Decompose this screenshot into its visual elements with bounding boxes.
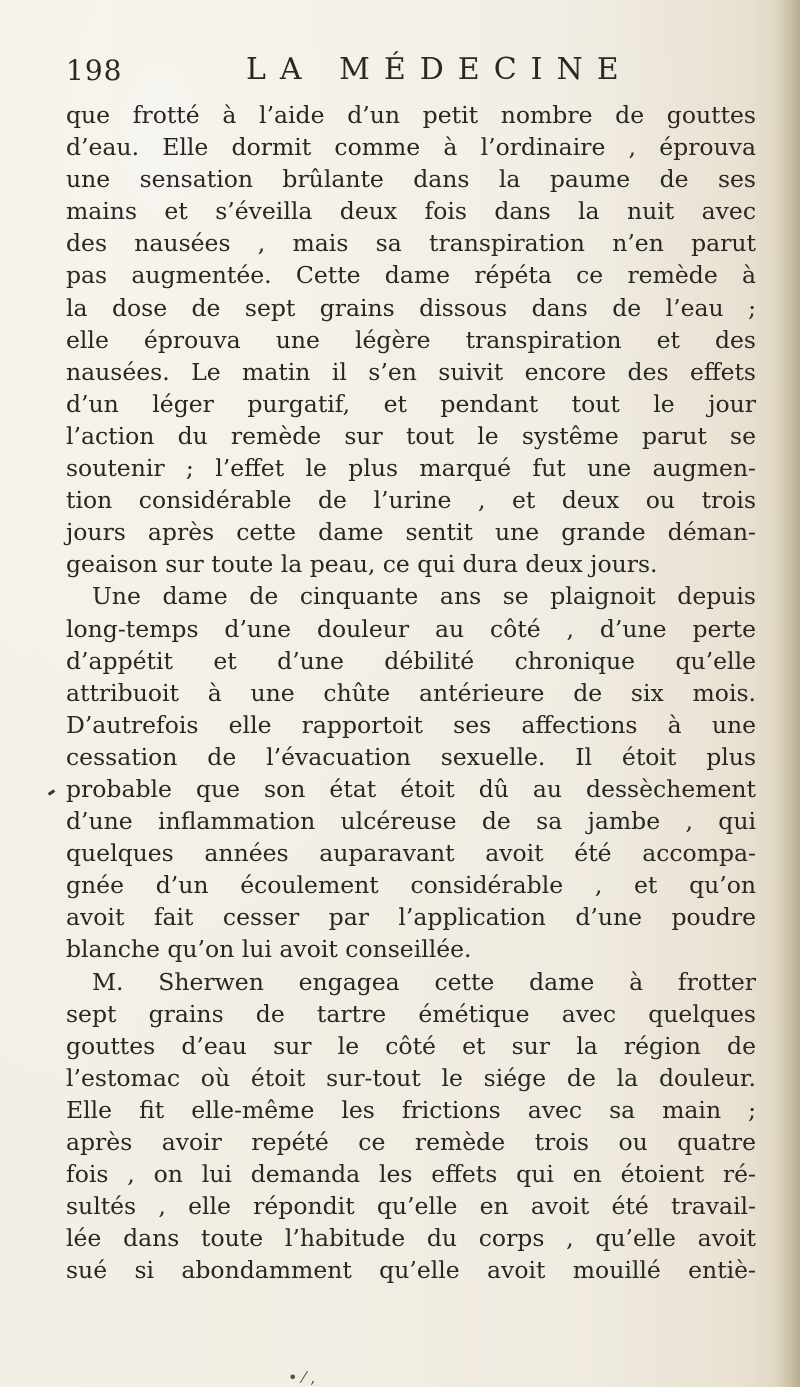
text-line: sultés , elle répondit qu’elle en avoit été travail- — [66, 1192, 756, 1221]
body-text — [66, 99, 756, 1286]
text-line: probable que son état étoit dû au dessèchement — [66, 774, 756, 803]
text-line: que frotté à l’aide d’un petit nombre de gouttes — [66, 101, 756, 129]
text-line: lée dans toute l’habitude du corps , qu’elle avoit — [66, 1224, 756, 1253]
page-number: 198 — [66, 54, 123, 87]
text-line: blanche qu’on lui avoit conseillée. — [66, 935, 472, 964]
text-line: jours après cette dame sentit une grande déman- — [66, 518, 756, 547]
text-line: l’action du remède sur tout le systême parut se — [66, 421, 756, 450]
text-line: Elle fit elle-même les frictions avec sa main ; — [66, 1095, 756, 1124]
footer-marks: • ⁄ , — [288, 1368, 316, 1387]
text-line: gouttes d’eau sur le côté et sur la région de — [66, 1031, 756, 1060]
text-line: mains et s’éveilla deux fois dans la nuit avec — [66, 197, 756, 226]
text-line: geaison sur toute la peau, ce qui dura deux jours. — [66, 550, 658, 579]
text-line: après avoir repété ce remède trois ou quatre — [66, 1128, 756, 1156]
text-line: la dose de sept grains dissous dans de l’eau ; — [66, 293, 756, 322]
text-line: soutenir ; l’effet le plus marqué fut une augmen- — [66, 454, 756, 483]
text-line: cessation de l’évacuation sexuelle. Il étoit plus — [66, 742, 756, 771]
text-line: elle éprouva une légère transpiration et des — [66, 325, 756, 354]
text-line: d’appétit et d’une débilité chronique qu’elle — [66, 646, 756, 675]
text-line: tion considérable de l’urine , et deux ou trois — [66, 486, 756, 515]
text-line: sué si abondamment qu’elle avoit mouillé entiè- — [66, 1256, 756, 1285]
text-line: attribuoit à une chûte antérieure de six mois. — [66, 678, 756, 707]
text-line: une sensation brûlante dans la paume de ses — [66, 165, 756, 194]
text-line: long-temps d’une douleur au côté , d’une perte — [66, 614, 756, 643]
text-line: d’un léger purgatif, et pendant tout le jour — [66, 389, 756, 418]
margin-ink-mark — [48, 789, 55, 795]
text-line: avoit fait cesser par l’application d’une poudre — [66, 903, 756, 932]
text-line: quelques années auparavant avoit été accompa- — [66, 839, 756, 868]
paragraph-start-line: Une dame de cinquante ans se plaignoit depuis — [92, 582, 756, 611]
text-line: d’une inflammation ulcéreuse de sa jambe , qui — [66, 807, 756, 836]
text-line: d’eau. Elle dormit comme à l’ordinaire , éprouva — [66, 133, 756, 162]
text-line: l’estomac où étoit sur-tout le siége de la douleur. — [66, 1063, 756, 1092]
text-line: pas augmentée. Cette dame répéta ce remède à — [66, 261, 756, 290]
running-title: LA MÉDECINE — [246, 52, 633, 87]
text-line: nausées. Le matin il s’en suivit encore des effets — [66, 357, 756, 386]
text-line: D’autrefois elle rapportoit ses affections à une — [66, 710, 756, 739]
paragraph-start-line: M. Sherwen engagea cette dame à frotter — [92, 967, 756, 996]
text-line: des nausées , mais sa transpiration n’en parut — [66, 229, 756, 258]
page-header — [66, 52, 746, 92]
text-line: sept grains de tartre émétique avec quelques — [66, 999, 756, 1028]
text-line: fois , on lui demanda les effets qui en étoient ré- — [66, 1160, 756, 1189]
page-edge-shadow — [774, 0, 800, 1387]
text-line: gnée d’un écoulement considérable , et qu’on — [66, 871, 756, 900]
